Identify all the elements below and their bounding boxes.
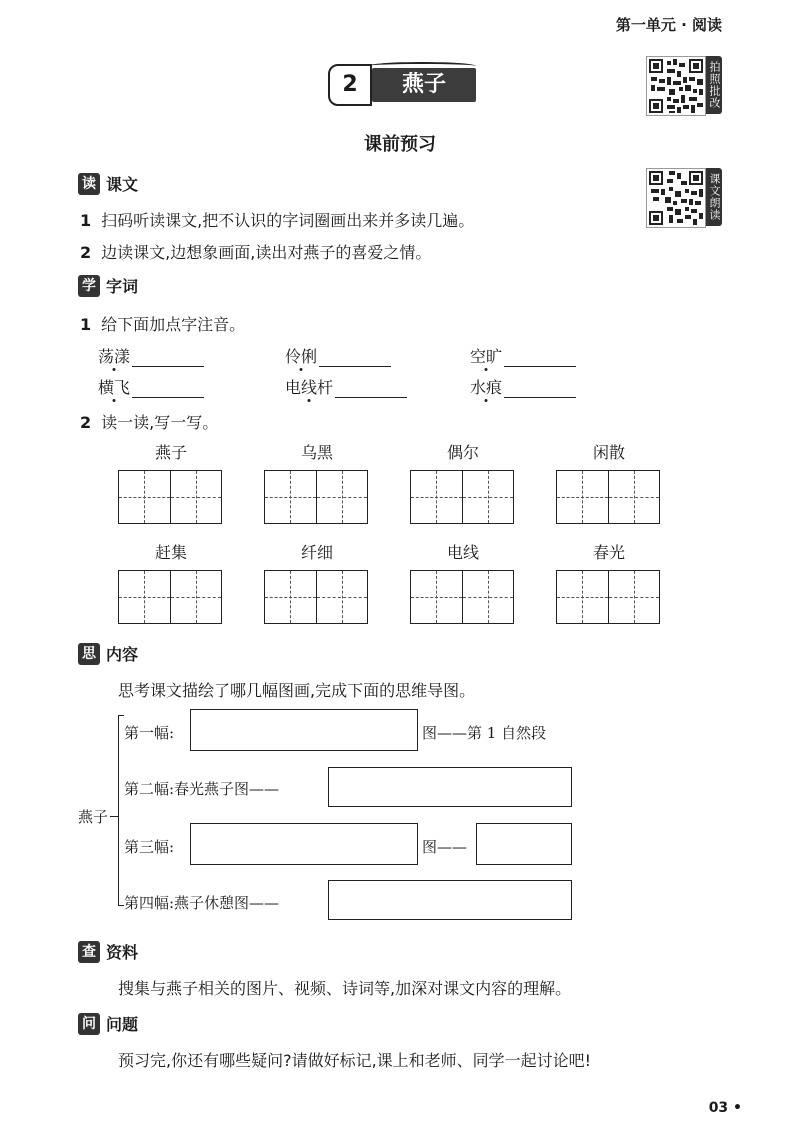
qr-code-icon [646,56,706,116]
learn-q1 [80,312,245,335]
question-badge-icon: 问 [78,1013,100,1035]
item-text: 边读课文,边想象画面,读出对燕子的喜爱之情。 [101,243,432,262]
brace-tick [118,715,124,716]
item-text: 扫码听读课文,把不认识的字词圈画出来并多读几遍。 [101,211,475,230]
question-text: 预习完,你还有哪些疑问?请做好标记,课上和老师、同学一起讨论吧! [118,1051,592,1070]
mindmap-row-4-label: 第四幅:燕子休憩图—— [124,894,280,912]
writing-grid[interactable] [118,570,222,624]
qr-tag-label: 课文朗读 [706,168,722,226]
qr-code-icon [646,168,706,228]
item-text: 读一读,写一写。 [101,413,219,432]
read-item-2 [80,240,431,263]
think-badge-icon: 思 [78,643,100,665]
pinyin-word: 水痕 [470,378,503,397]
section-learn-header [78,274,138,297]
research-text: 搜集与燕子相关的图片、视频、诗词等,加深对课文内容的理解。 [118,979,572,998]
section-title: 内容 [106,645,139,664]
pinyin-item [470,375,576,398]
read-badge-icon: 读 [78,173,100,195]
item-number: 1 [80,315,92,334]
pinyin-word: 电线杆 [285,378,334,397]
mindmap-answer-box[interactable] [190,823,418,865]
item-text: 给下面加点字注音。 [101,315,246,334]
pinyin-blank[interactable] [132,381,204,398]
mindmap-row-1-label: 第一幅: [124,724,175,742]
brace-tick [110,816,118,817]
lesson-name: 燕子 [372,68,476,102]
writing-grid[interactable] [410,470,514,524]
mindmap-row-1-mid: 图——第 1 自然段 [422,724,547,742]
mindmap-answer-box[interactable] [190,709,418,751]
page-number: 03 • [708,1100,742,1116]
pinyin-blank[interactable] [132,350,204,367]
write-word-label: 春光 [592,543,625,562]
write-word-label: 燕子 [154,443,187,462]
pinyin-blank[interactable] [335,381,407,398]
mindmap-brace [118,715,119,905]
writing-grid[interactable] [264,470,368,524]
learn-badge-icon: 学 [78,275,100,297]
write-word-label: 赶集 [154,543,187,562]
pinyin-word: 伶俐 [285,347,318,366]
lesson-number: 2 [328,64,372,106]
item-number: 2 [80,413,92,432]
pinyin-word: 空旷 [470,347,503,366]
write-word-label: 乌黑 [300,443,333,462]
section-title: 问题 [106,1015,139,1034]
section-question-header [78,1012,138,1035]
mindmap-row-3-mid: 图—— [422,838,468,856]
item-number: 2 [80,243,92,262]
lesson-title [328,62,476,106]
write-word-label: 偶尔 [446,443,479,462]
unit-header: 第一单元 · 阅读 [615,16,722,34]
writing-grid[interactable] [264,570,368,624]
learn-q2 [80,410,218,433]
writing-grid[interactable] [556,570,660,624]
pinyin-word: 横飞 [98,378,131,397]
item-number: 1 [80,211,92,230]
mindmap-row-2-label: 第二幅:春光燕子图—— [124,780,280,798]
pinyin-item [285,344,391,367]
qr-tag-label: 拍照批改 [706,56,722,114]
mindmap-root: 燕子 [78,808,109,826]
pinyin-blank[interactable] [319,350,391,367]
think-intro: 思考课文描绘了哪几幅图画,完成下面的思维导图。 [118,681,476,700]
qr-text-reading[interactable] [646,168,722,228]
pinyin-word: 荡漾 [98,347,131,366]
qr-photo-grading[interactable] [646,56,722,116]
research-badge-icon: 查 [78,941,100,963]
pinyin-item [98,344,204,367]
section-read-header [78,172,138,195]
pinyin-item [98,375,204,398]
pinyin-blank[interactable] [504,381,576,398]
write-word-label: 闲散 [592,443,625,462]
write-word-label: 电线 [446,543,479,562]
pinyin-blank[interactable] [504,350,576,367]
read-item-1 [80,208,474,231]
writing-grid[interactable] [556,470,660,524]
section-title: 字词 [106,277,139,296]
mindmap-row-3-label: 第三幅: [124,838,175,856]
mindmap-answer-box[interactable] [476,823,572,865]
mindmap-answer-box[interactable] [328,767,572,807]
writing-grid[interactable] [410,570,514,624]
writing-grid[interactable] [118,470,222,524]
write-word-label: 纤细 [300,543,333,562]
mindmap-answer-box[interactable] [328,880,572,920]
pinyin-item [470,344,576,367]
section-think-header [78,642,138,665]
section-research-header [78,940,138,963]
section-title: 课文 [106,175,139,194]
section-title: 资料 [106,943,139,962]
pinyin-item [285,375,407,398]
section-subtitle: 课前预习 [364,134,436,155]
